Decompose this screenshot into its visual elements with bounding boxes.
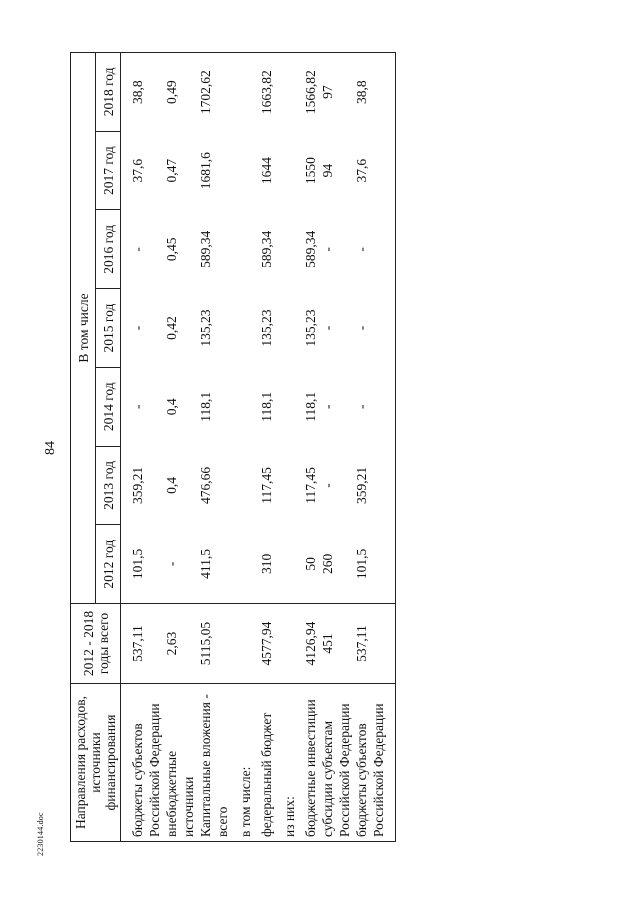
value-cell: 135,23	[198, 309, 213, 347]
total-cell: 451	[319, 604, 353, 684]
value-cell: 1681,6	[198, 152, 213, 190]
value-cell: 94	[320, 163, 335, 178]
value-cell: 589,34	[198, 230, 213, 268]
header-year: 2012 год	[96, 525, 121, 604]
value-cell: 0,4	[164, 398, 179, 416]
table-row	[319, 53, 353, 842]
table-row	[197, 53, 231, 842]
table-body	[121, 53, 396, 842]
value-cell: 359,21	[130, 466, 145, 505]
value-cell: -	[320, 325, 335, 331]
value-cell: -	[130, 404, 145, 409]
row-label: в том числе:	[231, 684, 258, 842]
row-label: субсидии субъектам Российской Федерации	[319, 684, 353, 842]
page-number: 84	[43, 441, 58, 455]
table-row	[121, 53, 164, 842]
value-cell: 0,45	[164, 237, 179, 262]
value-cell: 50	[303, 557, 318, 571]
value-cell: 260	[320, 553, 335, 575]
value-cell: 37,6	[130, 158, 145, 183]
header-direction: Направления расходов, источники финансирования	[71, 684, 121, 842]
value-cell: -	[320, 483, 335, 488]
row-label: бюджеты субъектов Российской Федерации	[121, 684, 164, 842]
footer-note: 2230144.doc	[36, 812, 45, 856]
value-cell: 411,5	[198, 548, 213, 579]
header-total: 2012 - 2018 годы всего	[71, 604, 121, 684]
value-cell: -	[130, 247, 145, 252]
empty-cell	[231, 53, 258, 604]
table-row	[353, 53, 396, 842]
rotated-table-container	[70, 52, 630, 842]
row-label: внебюджетные источники	[163, 684, 197, 842]
value-cell: 118,1	[259, 391, 274, 422]
value-cell: -	[353, 210, 396, 289]
table-row	[302, 53, 319, 842]
header-year: 2014 год	[96, 367, 121, 446]
value-cell: 0,4	[164, 477, 179, 494]
value-cell: 135,23	[303, 309, 318, 347]
value-cell: 1566,82	[302, 53, 319, 132]
row-label: бюджеты субъектов Российской Федерации	[353, 684, 396, 842]
value-cell: 0,49	[163, 53, 197, 132]
table-row	[258, 53, 275, 842]
header-including: В том числе	[71, 53, 96, 604]
value-cell: 1644	[259, 157, 274, 185]
value-cell: 118,1	[303, 391, 318, 422]
value-cell: 1702,62	[197, 53, 231, 132]
value-cell: -	[164, 561, 179, 567]
header-year: 2017 год	[96, 131, 121, 210]
value-cell: 97	[319, 53, 353, 132]
total-cell: 4126,94	[302, 604, 319, 684]
total-cell: 4577,94	[258, 604, 275, 684]
value-cell: -	[320, 404, 335, 409]
header-year: 2018 год	[96, 53, 121, 132]
row-label: из них:	[275, 684, 302, 842]
value-cell: 101,5	[130, 548, 145, 580]
value-cell: 310	[259, 553, 274, 575]
value-cell: 359,21	[353, 446, 396, 525]
total-cell: 5115,05	[197, 604, 231, 684]
header-year: 2016 год	[96, 210, 121, 289]
empty-cell	[275, 604, 302, 684]
table-row	[163, 53, 197, 842]
value-cell: -	[353, 367, 396, 446]
empty-cell	[231, 604, 258, 684]
empty-cell	[275, 53, 302, 604]
row-label: Капитальные вложения - всего	[197, 684, 231, 842]
table-row	[231, 53, 258, 842]
total-cell: 537,11	[353, 604, 396, 684]
value-cell: 0,42	[164, 316, 179, 340]
value-cell: 476,66	[198, 466, 213, 505]
value-cell: 1663,82	[258, 53, 275, 132]
value-cell: -	[320, 247, 335, 252]
value-cell: 135,23	[259, 309, 274, 347]
table-row	[275, 53, 302, 842]
value-cell: 0,47	[164, 158, 179, 183]
value-cell: 37,6	[353, 131, 396, 210]
value-cell: 101,5	[353, 525, 396, 604]
header-year: 2015 год	[96, 289, 121, 368]
value-cell: -	[353, 289, 396, 368]
value-cell: -	[130, 325, 145, 331]
value-cell: 117,45	[303, 467, 318, 504]
value-cell: 38,8	[353, 53, 396, 132]
total-cell: 537,11	[121, 604, 164, 684]
value-cell: 589,34	[259, 230, 274, 268]
value-cell: 118,1	[198, 391, 213, 422]
value-cell: 589,34	[303, 230, 318, 268]
value-cell: 117,45	[259, 467, 274, 504]
value-cell: 1550	[303, 157, 318, 185]
row-label: бюджетные инвестиции	[302, 684, 319, 842]
row-label: федеральный бюджет	[258, 684, 275, 842]
value-cell: 38,8	[121, 53, 164, 132]
financing-table	[70, 52, 396, 842]
total-cell: 2,63	[163, 604, 197, 684]
header-year: 2013 год	[96, 446, 121, 525]
